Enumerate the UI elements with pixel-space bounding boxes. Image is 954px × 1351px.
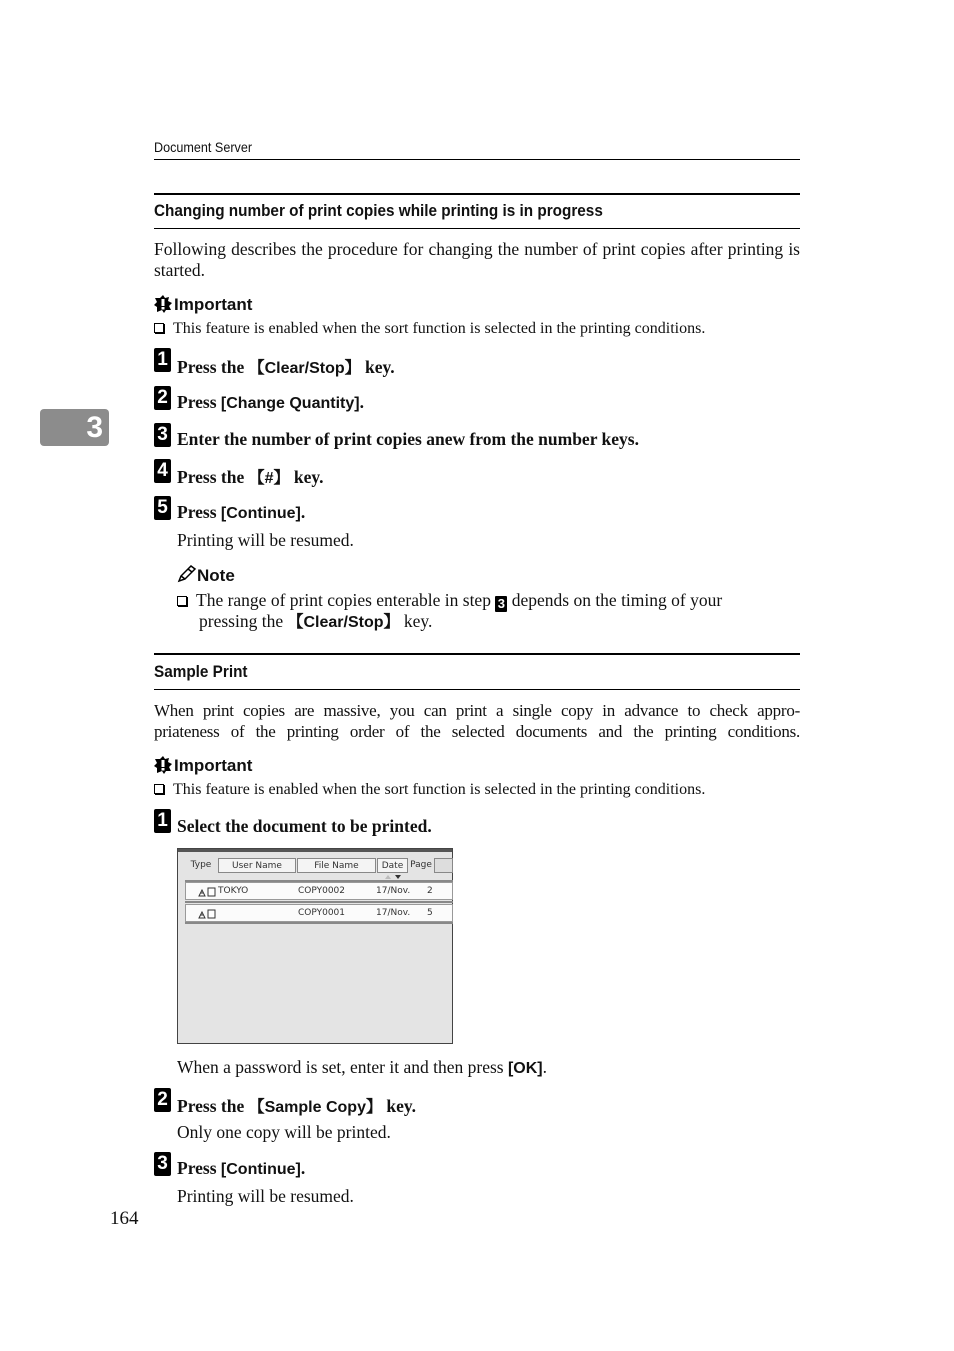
note-text: pressing the (199, 611, 288, 631)
step-text-pre: Press (177, 502, 221, 522)
note-text: The range of print copies enterable in step (196, 590, 496, 610)
password-text: . (542, 1057, 547, 1077)
step-text (177, 1158, 305, 1179)
step-number: 4 (154, 459, 171, 483)
column-header-type[interactable]: Type (190, 860, 212, 870)
cell-user: TOKYO (218, 886, 249, 896)
step-number: 1 (154, 809, 171, 833)
step-number: 1 (154, 348, 171, 372)
ok-button-label: [OK] (507, 1060, 543, 1077)
step-number: 2 (154, 1088, 171, 1112)
step-text (177, 355, 395, 378)
section-top-rule (154, 653, 800, 655)
step-text-post: . (300, 1158, 306, 1178)
section-intro: Following describes the procedure for changing the number of print copies after printing is started. (154, 239, 800, 280)
cell-page: 5 (427, 908, 433, 918)
step-text-pre: Press the (177, 357, 249, 377)
step-text (177, 429, 639, 450)
chapter-tab (40, 409, 109, 446)
column-header-extra[interactable] (434, 858, 453, 873)
important-icon (154, 756, 172, 774)
continue-button-label: [Continue] (220, 505, 301, 522)
section-title: Sample Print (154, 662, 248, 681)
note-heading (177, 565, 235, 586)
step-text: Select the document to be printed. (177, 816, 432, 836)
note-text: key. (399, 611, 433, 631)
column-header-file-name[interactable]: File Name (297, 858, 376, 873)
step-text-post: key. (360, 357, 395, 377)
important-text: This feature is enabled when the sort function is selected in the printing conditions. (173, 781, 706, 798)
cell-date: 17/Nov. (376, 886, 411, 896)
table-row[interactable] (185, 882, 453, 900)
step-reference: 3 (495, 596, 507, 612)
hash-key: 【#】 (248, 470, 290, 487)
step-text (177, 392, 364, 413)
document-type-icon (198, 886, 218, 897)
important-item (154, 319, 705, 339)
note-label: Note (197, 566, 235, 585)
clear-stop-key: 【Clear/Stop】 (248, 360, 361, 377)
step-text (177, 502, 305, 523)
important-label: Important (174, 756, 253, 775)
step-text-pre: Press the (177, 1096, 249, 1116)
chapter-number: 3 (86, 411, 103, 444)
step-result: Printing will be resumed. (177, 1186, 354, 1206)
important-label: Important (174, 295, 253, 314)
continue-button-label: [Continue] (220, 1161, 301, 1178)
section-title: Changing number of print copies while printing is in progress (154, 201, 603, 220)
cell-file: COPY0002 (298, 886, 345, 896)
step-text-pre: Press the (177, 467, 249, 487)
step-text (177, 1094, 416, 1117)
step-number: 3 (154, 1152, 171, 1176)
step-result: Printing will be resumed. (177, 530, 354, 550)
running-header: Document Server (154, 139, 253, 155)
clear-stop-key: 【Clear/Stop】 (287, 614, 400, 631)
column-header-user-name[interactable]: User Name (218, 858, 296, 873)
page-number: 164 (110, 1208, 139, 1229)
note-text: depends on the timing of your (507, 590, 723, 610)
row-separator (185, 901, 453, 903)
section-intro-line2: priateness of the printing order of the selected documents and the printing conditions. (154, 722, 800, 741)
section-intro-line1: When print copies are massive, you can print a single copy in advance to check appro- (154, 701, 800, 720)
sample-copy-key: 【Sample Copy】 (248, 1099, 382, 1116)
step-number: 3 (154, 423, 171, 447)
step-text-post: key. (381, 1096, 417, 1116)
note-item (177, 590, 722, 612)
step-text-post: key. (289, 467, 324, 487)
checkbox-bullet-icon (154, 784, 164, 794)
note-item-cont (199, 611, 432, 633)
important-text: This feature is enabled when the sort function is selected in the printing conditions. (173, 320, 706, 337)
screenshot-top-edge (178, 849, 452, 852)
password-text: When a password is set, enter it and then press (177, 1057, 508, 1077)
section-bottom-rule (154, 689, 800, 690)
important-heading (154, 295, 252, 315)
table-row[interactable] (185, 904, 453, 922)
document-type-icon (198, 908, 218, 919)
row-separator (185, 922, 453, 924)
step-text-post: . (300, 502, 306, 522)
step-text-pre: Press (177, 1158, 221, 1178)
header-rule (154, 159, 800, 160)
important-icon (154, 295, 172, 313)
step-result: Only one copy will be printed. (177, 1122, 391, 1142)
step-text (177, 465, 324, 488)
step-number: 2 (154, 386, 171, 410)
cell-page: 2 (427, 886, 433, 896)
checkbox-bullet-icon (177, 596, 187, 606)
pencil-icon (177, 565, 197, 583)
step-text-pre: Enter the number of print copies anew from the number keys. (177, 429, 639, 449)
column-header-date[interactable]: Date (377, 858, 408, 873)
change-quantity-button-label: [Change Quantity] (220, 395, 360, 412)
step-text-pre: Press (177, 392, 221, 412)
important-heading (154, 756, 252, 776)
cell-file: COPY0001 (298, 908, 345, 918)
cell-date: 17/Nov. (376, 908, 411, 918)
document-list-screenshot (177, 848, 453, 1044)
section-top-rule (154, 193, 800, 195)
password-instruction (177, 1057, 547, 1078)
section-bottom-rule (154, 228, 800, 229)
step-text-post: . (359, 392, 364, 412)
step-number: 5 (154, 496, 171, 520)
column-header-page[interactable]: Page (410, 860, 432, 870)
checkbox-bullet-icon (154, 323, 164, 333)
important-item (154, 780, 705, 800)
